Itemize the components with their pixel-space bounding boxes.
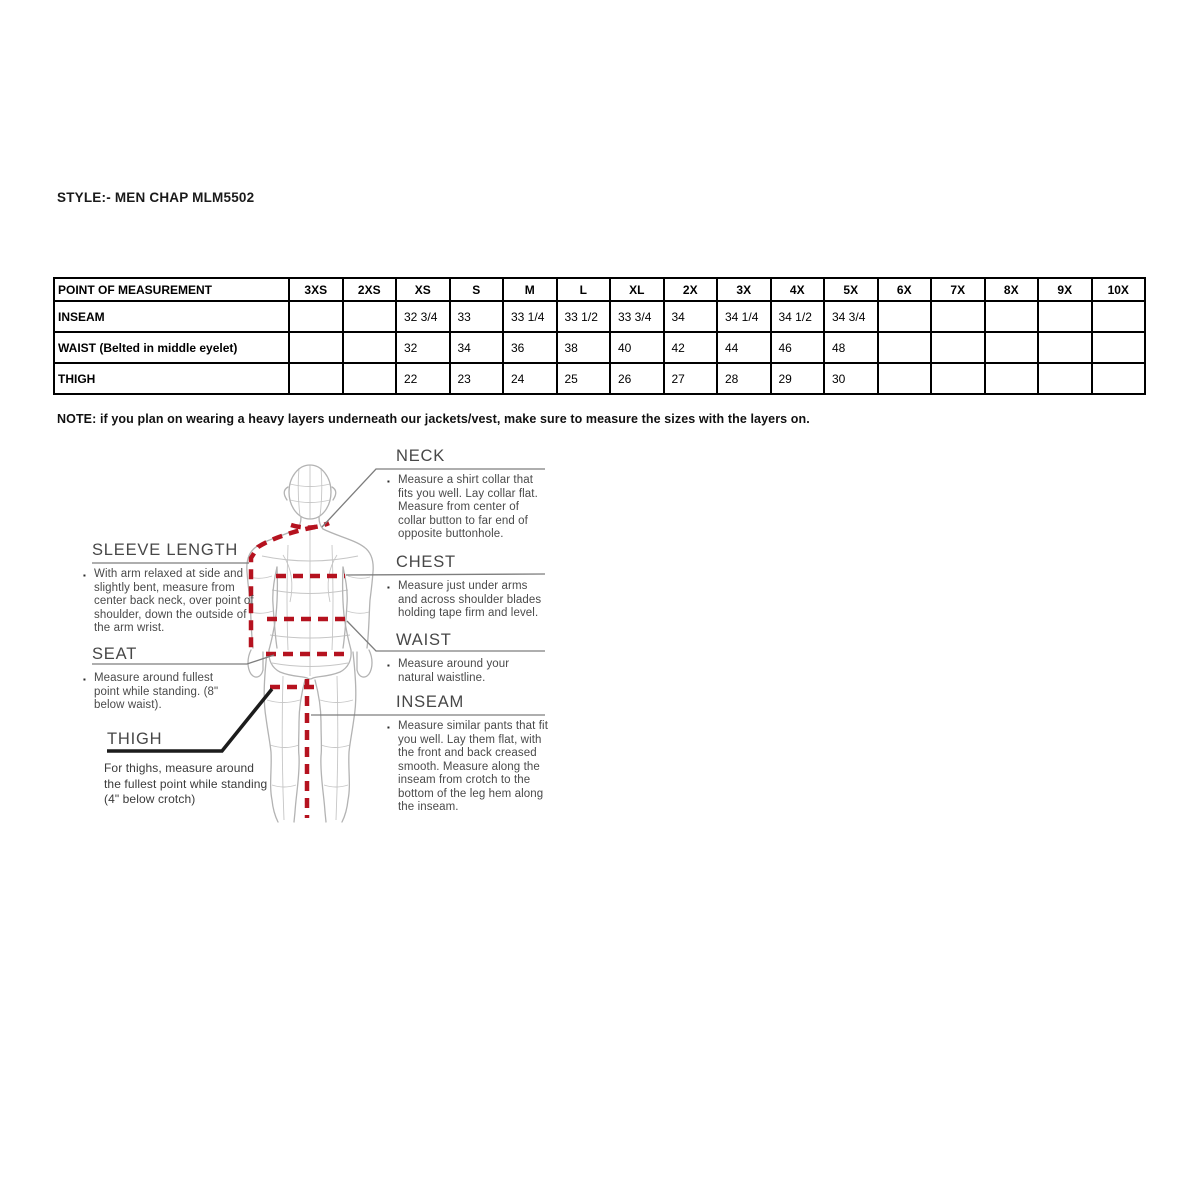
size-value-cell: 27 [664,363,718,394]
size-value-cell: 46 [771,332,825,363]
col-size-l: L [557,278,611,301]
row-label: THIGH [54,363,289,394]
guide-inseam-desc: ▪ Measure similar pants that fit you well. Lay them flat, with the front and back creased smooth. Measure along the inseam from crotch to the bottom of the leg hem along the inseam. [387,720,549,814]
col-size-5x: 5X [824,278,878,301]
size-value-cell: 36 [503,332,557,363]
size-table-body [54,301,1145,394]
size-value-cell [931,363,985,394]
guide-neck [387,447,547,542]
size-value-cell [1038,332,1092,363]
size-value-cell: 25 [557,363,611,394]
guide-thigh [104,730,274,808]
size-value-cell: 32 [396,332,450,363]
size-value-cell [1092,363,1146,394]
size-value-cell [343,363,397,394]
row-label: WAIST (Belted in middle eyelet) [54,332,289,363]
size-value-cell [985,332,1039,363]
sleeve-measure-line [251,527,315,650]
col-size-3x: 3X [717,278,771,301]
size-table-head [54,278,1145,301]
size-value-cell: 34 [450,332,504,363]
size-value-cell: 22 [396,363,450,394]
size-value-cell: 33 1/4 [503,301,557,332]
size-value-cell: 33 3/4 [610,301,664,332]
size-value-cell [878,363,932,394]
col-size-xl: XL [610,278,664,301]
style-title: STYLE:- MEN CHAP MLM5502 [57,190,255,205]
size-value-cell: 38 [557,332,611,363]
col-size-m: M [503,278,557,301]
size-value-cell: 44 [717,332,771,363]
guide-seat-label: SEAT [92,645,138,663]
guide-waist [387,631,547,685]
guide-neck-desc: ▪ Measure a shirt collar that fits you well. Lay collar flat. Measure from center of collar button to far end of opposite buttonhole. [387,474,538,541]
row-label: INSEAM [54,301,289,332]
guide-waist-desc: ▪ Measure around your natural waistline. [387,658,510,684]
guide-waist-label: WAIST [396,631,452,649]
bullet-icon: ▪ [387,583,390,592]
col-size-2x: 2X [664,278,718,301]
size-value-cell [1092,301,1146,332]
col-size-3xs: 3XS [289,278,343,301]
size-value-cell [931,332,985,363]
size-value-cell [1038,363,1092,394]
bullet-icon: ▪ [83,675,86,684]
note-text: NOTE: if you plan on wearing a heavy layers underneath our jackets/vest, make sure to measure the sizes with the layers on. [57,412,810,426]
size-value-cell: 40 [610,332,664,363]
guide-seat [83,645,233,713]
col-size-6x: 6X [878,278,932,301]
guide-inseam-label: INSEAM [396,693,465,711]
table-row-waist [54,332,1145,363]
bullet-icon: ▪ [387,723,390,732]
size-table-header-row [54,278,1145,301]
size-value-cell: 28 [717,363,771,394]
neck-measure-line [291,523,329,528]
guide-chest-label: CHEST [396,553,456,571]
col-size-7x: 7X [931,278,985,301]
bullet-icon: ▪ [387,477,390,486]
size-table [53,277,1146,395]
size-value-cell [985,301,1039,332]
size-value-cell: 26 [610,363,664,394]
guide-neck-label: NECK [396,447,446,465]
size-value-cell [878,301,932,332]
size-value-cell: 34 1/2 [771,301,825,332]
size-value-cell [289,301,343,332]
guide-thigh-label: THIGH [107,730,163,748]
col-size-10x: 10X [1092,278,1146,301]
col-size-xs: XS [396,278,450,301]
table-row-inseam [54,301,1145,332]
bullet-icon: ▪ [387,661,390,670]
guide-sleeve-length [83,541,255,636]
size-value-cell [878,332,932,363]
size-value-cell: 33 1/2 [557,301,611,332]
size-value-cell: 32 3/4 [396,301,450,332]
col-size-4x: 4X [771,278,825,301]
bullet-icon: ▪ [83,571,86,580]
guide-sleeve-length-desc: ▪ With arm relaxed at side and slightly bent, measure from center back neck, over point of shoulder, down the outside of the arm wrist. [83,568,254,635]
guide-chest [387,553,547,621]
size-value-cell: 23 [450,363,504,394]
size-value-cell: 34 3/4 [824,301,878,332]
size-value-cell: 24 [503,363,557,394]
guide-thigh-desc: For thighs, measure around the fullest point while standing (4" below crotch) [104,761,268,807]
size-value-cell [931,301,985,332]
size-value-cell [985,363,1039,394]
size-value-cell [1092,332,1146,363]
size-value-cell: 30 [824,363,878,394]
col-size-8x: 8X [985,278,1039,301]
size-value-cell: 33 [450,301,504,332]
guide-inseam [387,693,550,815]
guide-sleeve-length-label: SLEEVE LENGTH [92,541,239,559]
col-size-s: S [450,278,504,301]
size-value-cell [289,332,343,363]
table-row-thigh [54,363,1145,394]
size-value-cell [343,301,397,332]
size-value-cell: 48 [824,332,878,363]
col-size-2xs: 2XS [343,278,397,301]
col-size-9x: 9X [1038,278,1092,301]
col-point-of-measurement: POINT OF MEASUREMENT [54,278,289,301]
size-value-cell [1038,301,1092,332]
guide-seat-desc: ▪ Measure around fullest point while standing. (8" below waist). [83,672,219,712]
size-value-cell: 42 [664,332,718,363]
size-value-cell: 34 1/4 [717,301,771,332]
size-value-cell [343,332,397,363]
size-value-cell [289,363,343,394]
guide-chest-desc: ▪ Measure just under arms and across shoulder blades holding tape firm and level. [387,580,542,620]
size-value-cell: 34 [664,301,718,332]
size-value-cell: 29 [771,363,825,394]
